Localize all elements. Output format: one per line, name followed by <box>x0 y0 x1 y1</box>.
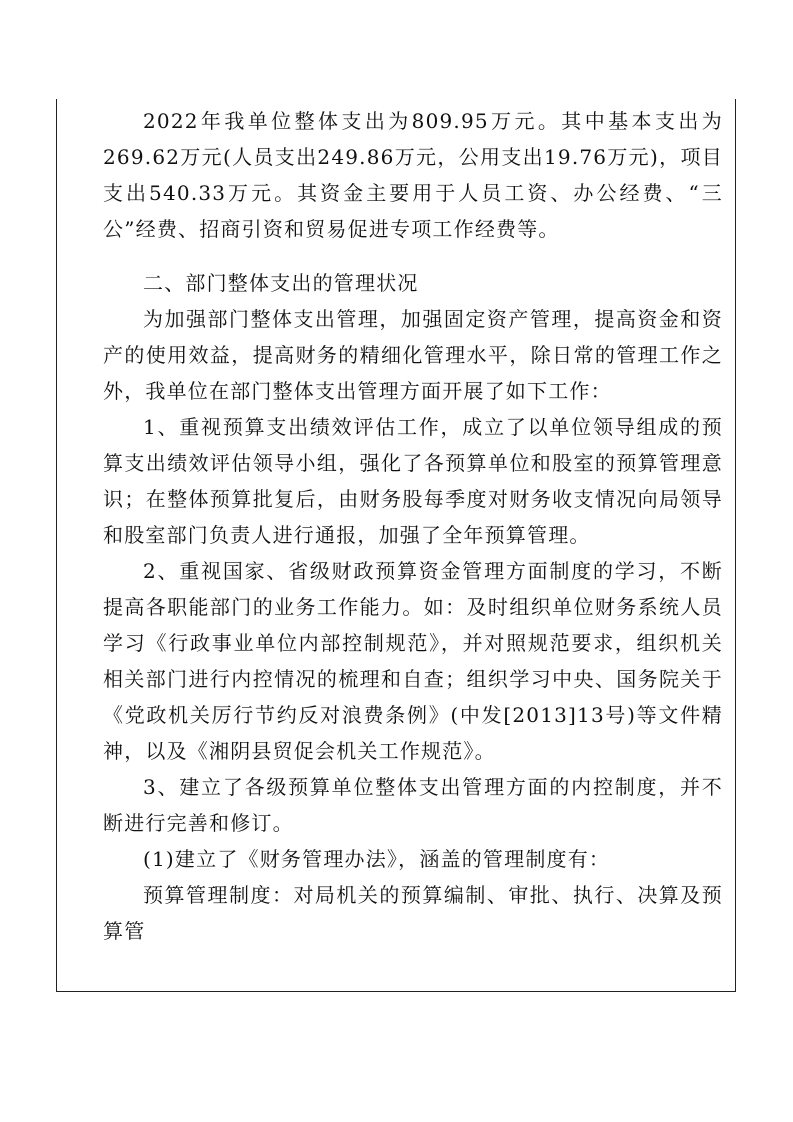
spacer <box>103 247 723 265</box>
paragraph-item-2: 2、重视国家、省级财政预算资金管理方面制度的学习，不断提高各职能部门的业务工作能力。如：及时组织单位财务系统人员学习《行政事业单位内部控制规范》，并对照规范要求，组织机关相关部门进行内控情况的梳理和自查；组织学习中央、国务院关于《党政机关厉行节约反对浪费条例》(中发[2013]13号)等文件精神，以及《湘阴县贸促会机关工作规范》。 <box>103 559 723 763</box>
paragraph-budget-system: 预算管理制度：对局机关的预算编制、审批、执行、决算及预算管 <box>103 883 723 943</box>
paragraph-management-intro: 为加强部门整体支出管理，加强固定资产管理，提高资金和资产的使用效益，提高财务的精细化管理水平，除日常的管理工作之外，我单位在部门整体支出管理方面开展了如下工作： <box>103 307 723 403</box>
document-body <box>103 103 723 949</box>
paragraph-expenditure-summary: 2022年我单位整体支出为809.95万元。其中基本支出为269.62万元(人员支出249.86万元，公用支出19.76万元)，项目支出540.33万元。其资金主要用于人员工资、办公经费、“三公”经费、招商引资和贸易促进专项工作经费等。 <box>103 109 723 241</box>
paragraph-item-3: 3、建立了各级预算单位整体支出管理方面的内控制度，并不断进行完善和修订。 <box>103 775 723 835</box>
section-heading-management-status: 二、部门整体支出的管理状况 <box>143 271 419 295</box>
paragraph-item-1: 1、重视预算支出绩效评估工作，成立了以单位领导组成的预算支出绩效评估领导小组，强化了各预算单位和股室的预算管理意识；在整体预算批复后，由财务股每季度对财务收支情况向局领导和股室部门负责人进行通报，加强了全年预算管理。 <box>103 415 723 547</box>
paragraph-subitem-1: (1)建立了《财务管理办法》，涵盖的管理制度有： <box>143 847 611 871</box>
